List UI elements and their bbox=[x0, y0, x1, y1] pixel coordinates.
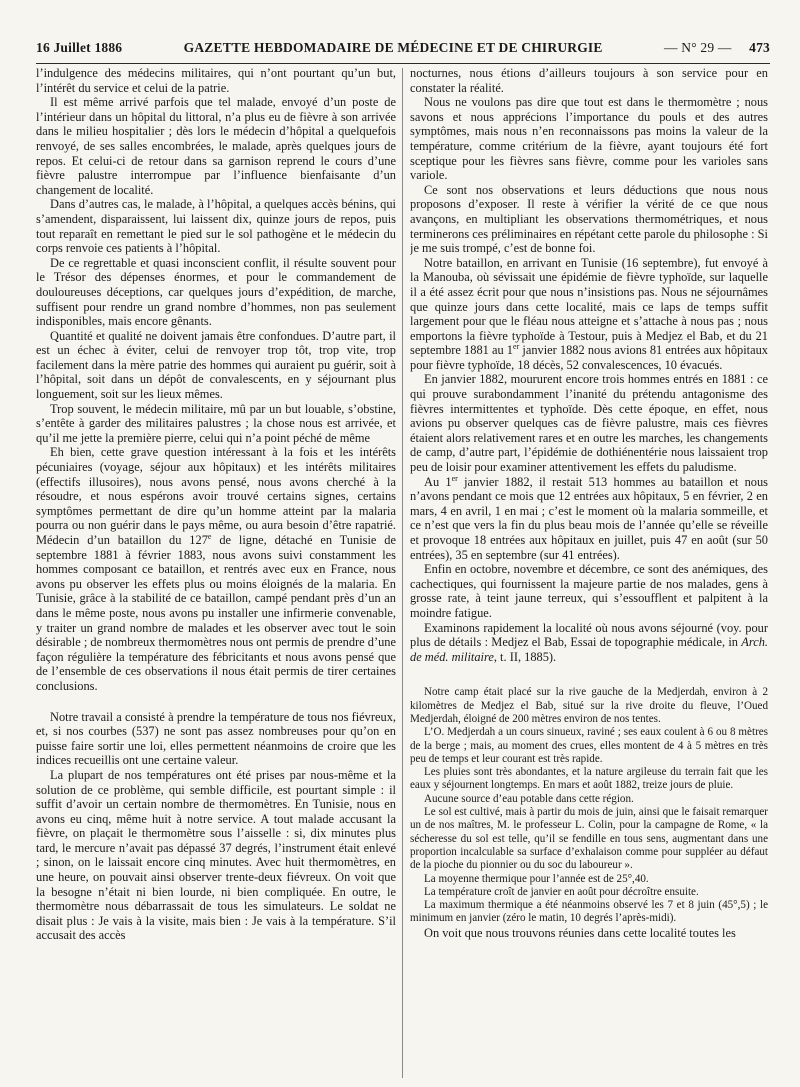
paragraph: L’O. Medjerdah a un cours sinueux, raviné ; ses eaux coulent à 6 ou 8 mètres de la berge ; mais, au moment des crues, elles montent de 4 à 5 mètres en très peu de temps et leur courant est très rapide. bbox=[410, 726, 768, 765]
paragraph: Quantité et qualité ne doivent jamais être confondues. D’autre part, il est un échec à éviter, celui de renvoyer trop tôt, trop vite, trop facilement dans la mère patrie des hommes qui auraient pu guérir, soit à l’hôpital, soit dans un dépôt de convalescents, en y séjournant plus longuement, soit sur les lieux mêmes. bbox=[36, 328, 396, 402]
paragraph: Enfin en octobre, novembre et décembre, ce sont des anémiques, des cachectiques, qui fournissent la majeure partie de nos malades, gens à grosse rate, à teint jaune terreux, qui s’essoufflent et palpitent à la moindre fatigue. bbox=[410, 562, 768, 620]
column-divider bbox=[402, 68, 403, 1078]
journal-title: GAZETTE HEBDOMADAIRE DE MÉDECINE ET DE CHIRURGIE bbox=[183, 40, 603, 55]
left-column bbox=[36, 66, 396, 1081]
issue-number: — N° 29 — bbox=[663, 40, 732, 55]
paragraph: Le sol est cultivé, mais à partir du mois de juin, ainsi que le faisait remarquer un de nos maîtres, M. le professeur L. Colin, pour la campagne de Rome, « la sécheresse du sol est telle, qu’il se fendille en tous sens, augmentant dans une proportion incalculable sa surface d’exhalaison comme pour suppléer au défaut de la pioche du pionnier ou du soc du laboureur ». bbox=[410, 806, 768, 872]
paragraph: La température croît de janvier en août pour décroître ensuite. bbox=[424, 885, 699, 898]
page-number: 473 bbox=[749, 40, 770, 55]
paragraph: Au 1er janvier 1882, il restait 513 hommes au bataillon et nous n’avons pendant ce mois que 12 entrées aux hôpitaux, 5 en février, 2 en mars, 4 en avril, 1 en mai ; c’est le moment où la malaria sommeille, et ce n’est que vers la fin du plus beau mois de l’année qu’elle se réveille et provoque 18 entrées aux hôpitaux en juillet, puis 47 en août (sur 50 entrées), 35 en septembre (sur 41 entrées). bbox=[410, 473, 768, 562]
paragraph: La maximum thermique a été néanmoins observé les 7 et 8 juin (45°,5) ; le minimum en janvier (zéro le matin, 10 degrés l’après-midi). bbox=[410, 899, 768, 925]
paragraph: On voit que nous trouvons réunies dans cette localité toutes les bbox=[424, 925, 736, 940]
paragraph: Notre camp était placé sur la rive gauche de la Medjerdah, environ à 2 kilomètres de Medjez el Bab, situé sur la rive droite du fleuve, l’Oued Medjerdah, éloigné de 200 mètres environ de nos tentes. bbox=[410, 686, 768, 725]
paragraph: Notre bataillon, en arrivant en Tunisie (16 septembre), fut envoyé à la Manouba, où sévissait une épidémie de fièvre typhoïde, sur laquelle il a été assez écrit pour que nous n’insistions pas. Nous ne séjournâmes que quinze jours dans cette localité, mais ce laps de temps suffit largement pour que le fléau nous atteigne et s’attache à nous pas ; nous emportons la fièvre typhoïde à Testour, puis à Medjez el Bab, et du 21 septembre 1881 au 1er janvier 1882 nous avions 81 entrées aux hôpitaux pour fièvre typhoïde, 18 décès, 52 convalescences, 10 évacués. bbox=[410, 255, 768, 372]
paragraph: Nous ne voulons pas dire que tout est dans le thermomètre ; nous savons et nous apprécions l’importance du pouls et des autres symptômes, mais nous n’en reconnaissons pas moins la valeur de la température, comme critérium de la fièvre, ayant toujours été fort sceptique pour les fièvres sans fièvre, comme pour les varioles sans variole. bbox=[410, 95, 768, 183]
paragraph: nocturnes, nous étions d’ailleurs toujours à son service pour en constater la réalité. bbox=[410, 66, 768, 95]
right-column bbox=[410, 66, 768, 1081]
paragraph: Examinons rapidement la localité où nous avons séjourné (voy. pour plus de détails : Medjez el Bab, Essai de topographie médicale, in Arch. de méd. militaire, t. II, 1885). bbox=[410, 620, 768, 664]
issue-date: 16 Juillet 1886 bbox=[36, 40, 123, 55]
paragraph: Il est même arrivé parfois que tel malade, envoyé d’un poste de l’intérieur dans un hôpital du littoral, n’a plus eu de fièvre à son arrivée dans le milieu hospitalier ; dès lors le médecin d’hôpital a quelquefois renvoyé, de ses salles encombrées, le malade, après quelques jours de repos. Et celui-ci de retour dans sa garnison reprend le cours d’une fièvre palustre interrompue par l’influence bienfaisante d’un changement de localité. bbox=[36, 95, 396, 197]
running-header bbox=[36, 40, 770, 60]
header-rule bbox=[36, 63, 770, 64]
paragraph: Aucune source d’eau potable dans cette région. bbox=[424, 792, 634, 805]
paragraph: Notre travail a consisté à prendre la température de tous nos fiévreux, et, si nos courbes (537) ne sont pas assez nombreuses pour qu’on en puisse faire sortir une loi, elles permettent néanmoins de croire que les indices recueillis ont une certaine valeur. bbox=[36, 709, 396, 768]
paragraph: En janvier 1882, moururent encore trois hommes entrés en 1881 : ce qui prouve surabondamment l’inanité du prétendu antagonisme des fièvres intermittentes et typhoïde. Dès cette époque, en effet, nous avions pu observer quelques cas de fièvre palustre, mais ces fièvres étaient alors relativement rares et en outre les marches, les changements de camp, d’autre part, l’épidémie de dothiénentérie nous laissaient trop peu de loisir pour examiner attentivement les effets du paludisme. bbox=[410, 372, 768, 475]
paragraph: Eh bien, cette grave question intéressant à la fois et les intérêts pécuniaires (voyage, séjour aux hôpitaux) et les intérêts militaires (effectifs illusoires), nous avons pensé, nous avons cherché à la résoudre, et nous espérons avoir trouvé certains signes, certains symptômes permettant de dire qu’un homme atteint par la malaria pourra ou non guérir dans le pays même, ou aura besoin d’être rapatrié. Médecin d’un bataillon du 127e de ligne, détaché en Tunisie de septembre 1881 à février 1883, nous avons suivi constamment les hommes composant ce bataillon, et rentrés avec eux en France, nous avons pu observer les effets plus ou moins éloignés de la malaria. En Tunisie, grâce à la stabilité de ce bataillon, campé pendant près d’un an dans le même poste, nous avons pu installer une infirmerie convenable, y traiter un grand nombre de malades et les observer avec tout le soin désirable ; de nombreux thermomètres nous ont permis de prendre d’une façon régulière la température des fébricitants et nous avons pensé que de l’ensemble de ces observations il nous était permis de tirer certaines conclusions. bbox=[36, 445, 396, 693]
paragraph: Dans d’autres cas, le malade, à l’hôpital, a quelques accès bénins, qui s’amendent, disparaissent, lui laissent dix, quinze jours de repos, puis tout reparaît en remettant le pied sur le sol pathogène et le médecin du corps renvoie ces patients à l’hôpital. bbox=[36, 197, 396, 256]
paragraph: Les pluies sont très abondantes, et la nature argileuse du terrain fait que les eaux y séjournent longtemps. En mars et août 1882, treize jours de pluie. bbox=[410, 766, 768, 792]
paragraph: Ce sont nos observations et leurs déductions que nous nous proposons d’exposer. Il reste à vérifier la vérité de ce que nous avançons, en multipliant les observations thermométriques, et nous terminerons ces préliminaires en répétant cette parole du philosophe : Si je me suis trompé, c’est de bonne foi. bbox=[410, 182, 768, 256]
paragraph: La plupart de nos températures ont été prises par nous-même et la solution de ce problème, qui semble difficile, est pourtant simple : il suffit d’avoir un certain nombre de thermomètres. En Tunisie, nous en avons eu cinq, même huit à notre service. A tout malade accusant la fièvre, on plaçait le thermomètre sous l’aisselle : si, dix minutes plus tard, le mercure n’avait pas dépassé 37 degrés, l’instrument était enlevé ; sinon, on le laissait encore cinq minutes. Avec huit thermomètres, en une heure, on pouvait ainsi observer trente-deux fiévreux. On voit que la besogne n’était ni bien lourde, ni bien compliquée. En outre, le thermomètre nous débarrassait de tous les simulateurs. Le soldat ne disait plus : Je vais à la visite, mais bien : Je vais à la température. S’il accusait des accès bbox=[36, 767, 396, 943]
paragraph: La moyenne thermique pour l’année est de 25°,40. bbox=[424, 872, 649, 885]
paragraph: l’indulgence des médecins militaires, qui n’ont pourtant qu’un but, l’intérêt du service et celui de la patrie. bbox=[36, 66, 396, 95]
small-print-section bbox=[410, 686, 768, 925]
paragraph: De ce regrettable et quasi inconscient conflit, il résulte souvent pour le Trésor des dépenses énormes, et pour le commandement de douloureuses déceptions, car quelques jours d’expédition, de marche, suffisent pour rendre un grand nombre d’hommes, non pas seulement indisponibles, mais encore gênants. bbox=[36, 255, 396, 329]
paragraph: Trop souvent, le médecin militaire, mû par un but louable, s’obstine, s’entête à garder des militaires palustres ; la chose nous est arrivée, et qu’il me jette la première pierre, celui qui n’a point péché de même bbox=[36, 401, 396, 445]
